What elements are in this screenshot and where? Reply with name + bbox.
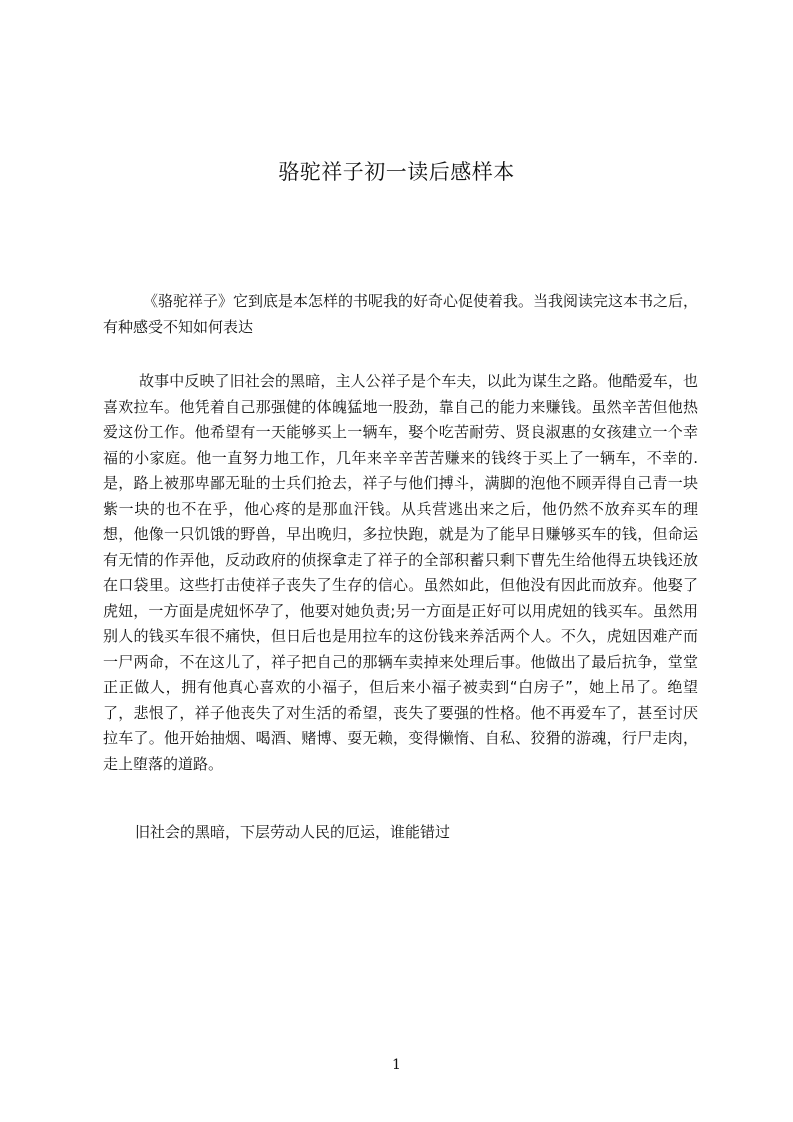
paragraph-intro: 《骆驼祥子》它到底是本怎样的书呢我的好奇心促使着我。当我阅读完这本书之后，有种感受不知如何表达 xyxy=(103,292,699,336)
page-number: 1 xyxy=(392,1057,401,1073)
paragraph-closing: 旧社会的黑暗，下层劳动人民的厄运，谁能错过 xyxy=(135,823,451,841)
paragraph-story-summary: 故事中反映了旧社会的黑暗，主人公祥子是个车夫，以此为谋生之路。他酷爱车，也喜欢拉车。他凭着自己那强健的体魄猛地一股劲，靠自己的能力来赚钱。虽然辛苦但他热爱这份工作。他希望有一天能够买上一辆车，娶个吃苦耐劳、贤良淑惠的女孩建立一个幸福的小家庭。他一直努力地工作，几年来辛辛苦苦赚来的钱终于买上了一辆车，不幸的.是，路上被那卑鄙无耻的士兵们抢去，祥子与他们搏斗，满脚的泡他不顾弄得自己青一块紫一块的也不在乎，他心疼的是那血汗钱。从兵营逃出来之后，他仍然不放弃买车的理想，他像一只饥饿的野兽，早出晚归，多拉快跑，就是为了能早日赚够买车的钱，但命运有无情的作弄他，反动政府的侦探拿走了祥子的全部积蓄只剩下曹先生给他得五块钱还放在口袋里。这些打击使祥子丧失了生存的信心。虽然如此，但他没有因此而放弃。他娶了虎妞，一方面是虎妞怀孕了，他要对她负责;另一方面是正好可以用虎妞的钱买车。虽然用别人的钱买车很不痛快，但日后也是用拉车的这份钱来养活两个人。不久，虎妞因难产而一尸两命，不在这儿了，祥子把自己的那辆车卖掉来处理后事。他做出了最后抗争，堂堂正正做人，拥有他真心喜欢的小福子，但后来小福子被卖到“白房子”，她上吊了。绝望了，悲恨了，祥子他丧失了对生活的希望，丧失了要强的性格。他不再爱车了，甚至讨厌拉车了。他开始抽烟、喝酒、赌博、耍无赖，变得懒惰、自私、狡猾的游魂，行尸走肉，走上堕落的道路。 xyxy=(103,372,698,773)
document-title: 骆驼祥子初一读后感样本 xyxy=(278,160,515,185)
